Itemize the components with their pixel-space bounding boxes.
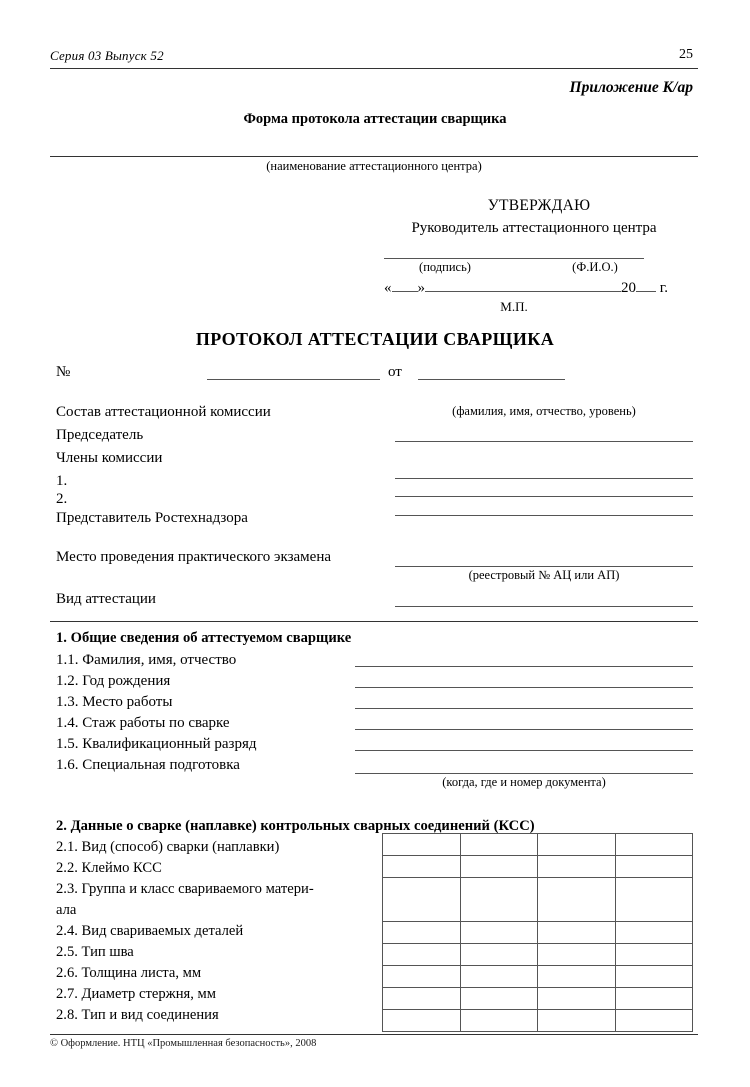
table-cell[interactable] [460,922,538,944]
table-cell[interactable] [615,966,693,988]
field-2-3-label: 2.3. Группа и класс свариваемого матери- [56,881,314,897]
table-cell[interactable] [538,922,616,944]
field-1-6-blank[interactable] [355,773,693,774]
attestation-center-caption: (наименование аттестационного центра) [266,159,482,173]
year-prefix: 20 [621,280,636,296]
header-rule [50,68,698,69]
year-blank[interactable] [636,291,656,292]
table-cell[interactable] [383,944,461,966]
table-row [383,944,693,966]
field-2-8-label: 2.8. Тип и вид соединения [56,1007,219,1023]
table-cell[interactable] [615,856,693,878]
section2-heading: 2. Данные о сварке (наплавке) контрольных сварных соединений (КСС) [56,818,535,834]
approval-date-row[interactable] [384,280,668,297]
field-2-3-label-cont: ала [56,902,77,918]
table-cell[interactable] [538,944,616,966]
protocol-number-label: № [56,364,71,380]
table-row [383,856,693,878]
field-2-5-label: 2.5. Тип шва [56,944,134,960]
commission-member-1-blank[interactable] [395,478,693,479]
field-1-5-blank[interactable] [355,750,693,751]
stamp-place: М.П. [500,299,528,314]
table-row [383,878,693,922]
field-1-3-label: 1.3. Место работы [56,694,173,710]
field-1-1-label: 1.1. Фамилия, имя, отчество [56,652,237,668]
attestation-center-blank-line [50,156,698,157]
table-cell[interactable] [538,988,616,1010]
table-cell[interactable] [460,944,538,966]
exam-place-caption: (реестровый № АЦ или АП) [468,568,620,582]
exam-place-label: Место проведения практического экзамена [56,549,332,565]
quote-open: « [384,280,392,296]
field-1-2-label: 1.2. Год рождения [56,673,171,689]
quote-close: » [417,280,425,296]
table-cell[interactable] [538,966,616,988]
table-row [383,1010,693,1032]
table-cell[interactable] [615,922,693,944]
table-cell[interactable] [615,944,693,966]
approve-word: УТВЕРЖДАЮ [487,197,591,214]
table-cell[interactable] [538,856,616,878]
field-1-5-label: 1.5. Квалификационный разряд [56,736,257,752]
table-cell[interactable] [460,856,538,878]
form-title: Форма протокола аттестации сварщика [243,111,507,127]
field-2-1-label: 2.1. Вид (способ) сварки (наплавки) [56,839,280,855]
commission-title: Состав аттестационной комиссии [56,404,271,420]
field-1-3-blank[interactable] [355,708,693,709]
field-1-4-label: 1.4. Стаж работы по сварке [56,715,230,731]
approver-signature-line[interactable] [384,258,644,259]
appendix-label: Приложение К/ар [569,79,693,96]
field-2-7-label: 2.7. Диаметр стержня, мм [56,986,216,1002]
signature-caption: (подпись) [419,260,471,274]
table-cell[interactable] [383,878,461,922]
table-cell[interactable] [615,988,693,1010]
table-row [383,834,693,856]
commission-member-2-label: 2. [56,491,68,507]
page-number: 25 [679,47,693,62]
footer-rule [50,1034,698,1035]
section1-document-caption: (когда, где и номер документа) [442,775,606,789]
table-cell[interactable] [460,834,538,856]
field-2-4-label: 2.4. Вид свариваемых деталей [56,923,244,939]
table-cell[interactable] [383,834,461,856]
field-2-2-label: 2.2. Клеймо КСС [56,860,162,876]
footer-copyright: © Оформление. НТЦ «Промышленная безопасность», 2008 [50,1038,317,1049]
kss-data-table[interactable] [382,833,693,1032]
table-cell[interactable] [615,878,693,922]
section1-heading: 1. Общие сведения об аттестуемом сварщике [56,630,352,646]
table-row [383,988,693,1010]
attestation-type-label: Вид аттестации [56,591,156,607]
fio-caption: (Ф.И.О.) [572,260,618,274]
commission-member-2-blank[interactable] [395,496,693,497]
day-blank[interactable] [392,291,418,292]
document-title: ПРОТОКОЛ АТТЕСТАЦИИ СВАРЩИКА [195,329,555,349]
rostehnadzor-label: Представитель Ростехнадзора [56,510,248,526]
table-row [383,966,693,988]
table-cell[interactable] [460,878,538,922]
table-cell[interactable] [460,966,538,988]
protocol-from-label: от [388,364,402,380]
table-cell[interactable] [383,966,461,988]
table-cell[interactable] [615,1010,693,1032]
commission-chairman-label: Председатель [56,427,144,443]
table-cell[interactable] [383,1010,461,1032]
table-cell[interactable] [460,1010,538,1032]
protocol-number-blank[interactable] [207,379,380,380]
table-cell[interactable] [383,988,461,1010]
attestation-type-blank[interactable] [395,606,693,607]
year-suffix: г. [659,280,668,296]
table-cell[interactable] [538,834,616,856]
commission-members-label: Члены комиссии [56,450,163,466]
table-cell[interactable] [615,834,693,856]
commission-chairman-blank[interactable] [395,441,693,442]
rostehnadzor-blank[interactable] [395,515,693,516]
section1-top-rule [50,621,698,622]
field-1-6-label: 1.6. Специальная подготовка [56,757,240,773]
table-cell[interactable] [383,856,461,878]
running-header-series: Серия 03 Выпуск 52 [50,48,164,63]
commission-member-1-label: 1. [56,473,68,489]
table-cell[interactable] [538,878,616,922]
field-1-1-blank[interactable] [355,666,693,667]
field-1-2-blank[interactable] [355,687,693,688]
exam-place-blank[interactable] [395,566,693,567]
field-2-6-label: 2.6. Толщина листа, мм [56,965,202,981]
table-cell[interactable] [538,1010,616,1032]
table-cell[interactable] [383,922,461,944]
month-blank[interactable] [425,291,621,292]
table-cell[interactable] [460,988,538,1010]
commission-fio-caption: (фамилия, имя, отчество, уровень) [452,404,636,418]
field-1-4-blank[interactable] [355,729,693,730]
table-row [383,922,693,944]
protocol-date-blank[interactable] [418,379,565,380]
approver-title: Руководитель аттестационного центра [411,220,657,236]
